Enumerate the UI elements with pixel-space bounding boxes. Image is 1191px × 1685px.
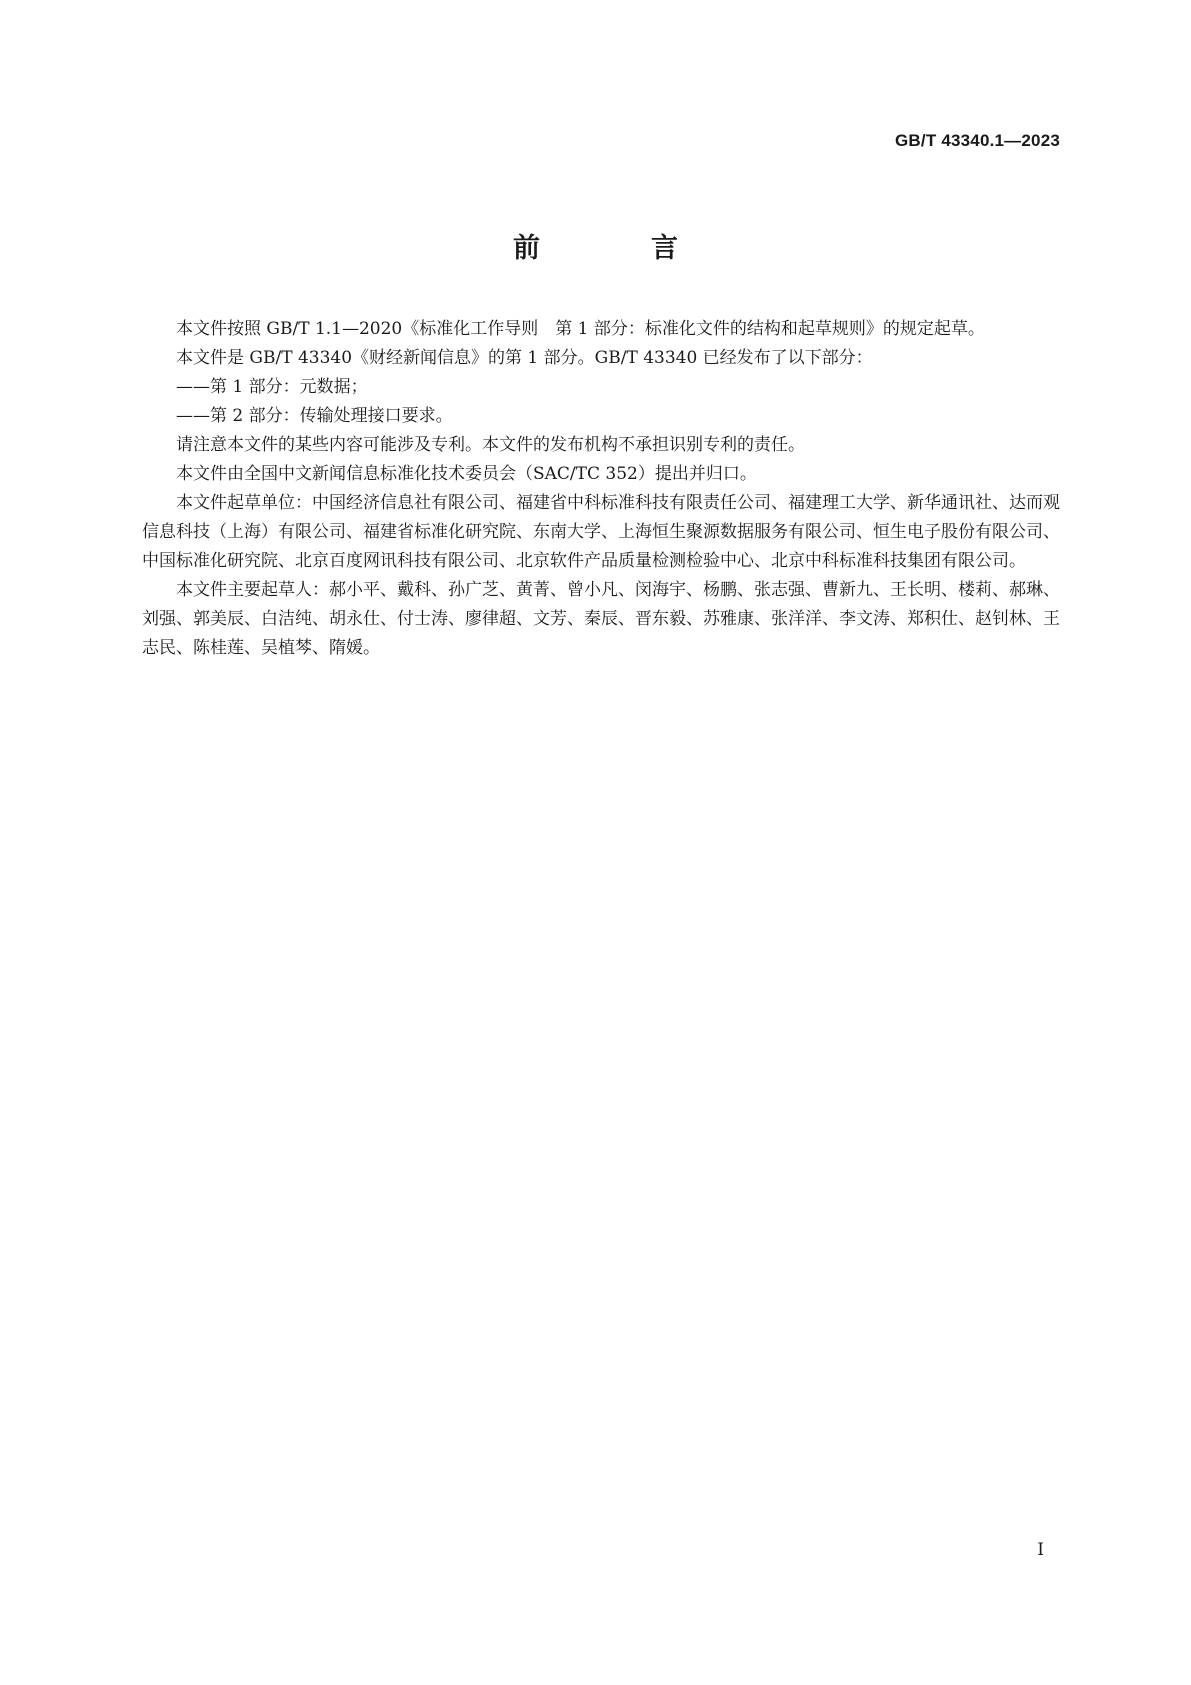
paragraph-drafters: 本文件主要起草人：郝小平、戴科、孙广芝、黄菁、曾小凡、闵海宇、杨鹏、张志强、曹新九、王长明、楼莉、郝琳、刘强、郭美辰、白洁纯、胡永仕、付士涛、廖律超、文芳、秦辰、晋东毅、苏雅康、张洋洋、李文涛、郑积仕、赵钊林、王志民、陈桂莲、吴植棽、隋媛。: [142, 580, 1060, 658]
list-item-part-2: ——第 2 部分：传输处理接口要求。: [176, 406, 453, 426]
list-item-part-1: ——第 1 部分：元数据；: [176, 377, 368, 397]
paragraph-patent-notice: 请注意本文件的某些内容可能涉及专利。本文件的发布机构不承担识别专利的责任。: [176, 435, 805, 455]
paragraph-drafting-units: 本文件起草单位：中国经济信息社有限公司、福建省中科标准科技有限责任公司、福建理工大学、新华通讯社、达而观信息科技（上海）有限公司、福建省标准化研究院、东南大学、上海恒生聚源数据服务有限公司、恒生电子股份有限公司、中国标准化研究院、北京百度网讯科技有限公司、北京软件产品质量检测检验中心、北京中科标准科技集团有限公司。: [142, 493, 1060, 571]
paragraph-parts-intro: 本文件是 GB/T 43340《财经新闻信息》的第 1 部分。GB/T 43340 已经发布了以下部分：: [176, 348, 873, 368]
document-body: [142, 315, 1060, 663]
page-number: I: [1037, 1540, 1044, 1560]
paragraph-proposer: 本文件由全国中文新闻信息标准化技术委员会（SAC/TC 352）提出并归口。: [176, 464, 757, 484]
standard-code: GB/T 43340.1—2023: [895, 131, 1060, 150]
paragraph-drafting-rules: 本文件按照 GB/T 1.1—2020《标准化工作导则 第 1 部分：标准化文件的结构和起草规则》的规定起草。: [176, 319, 985, 339]
page-title: 前 言: [513, 233, 720, 264]
